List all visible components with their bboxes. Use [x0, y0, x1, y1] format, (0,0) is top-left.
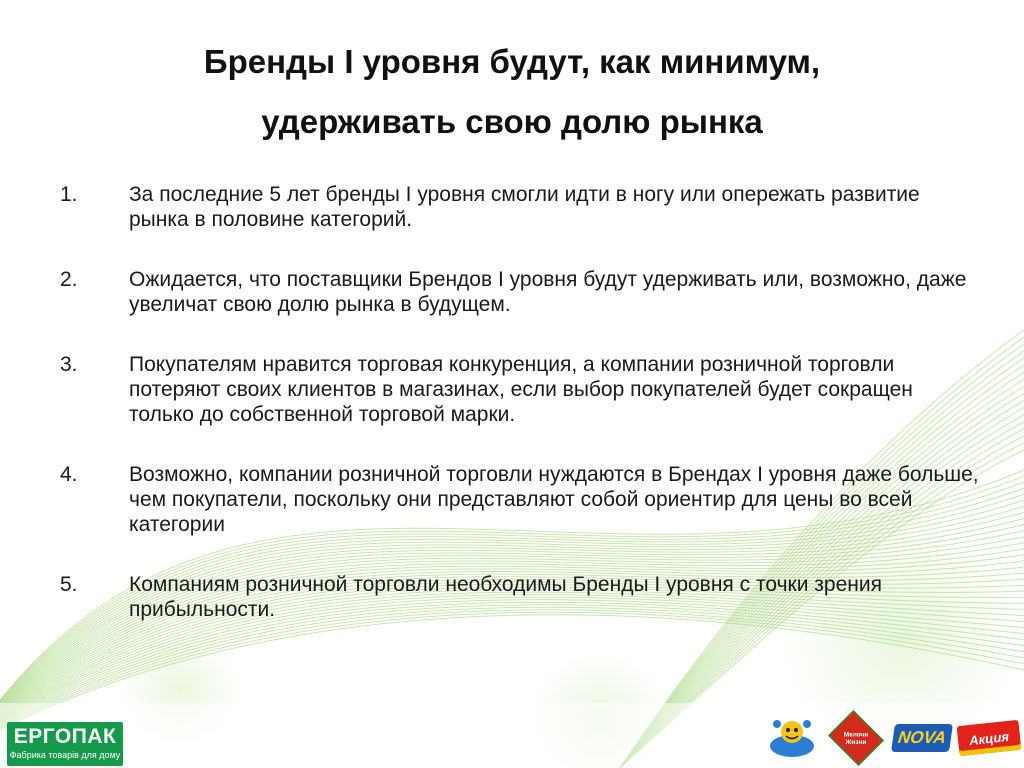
- nova-logo-icon: [891, 724, 953, 752]
- title-line-2: удерживать свою долю рынка: [261, 103, 763, 140]
- list-text: Ожидается, что поставщики Брендов I уровня будут удерживать или, возможно, даже увеличат свою долю рынка в будущем.: [129, 268, 967, 316]
- list-item: [60, 462, 980, 537]
- company-logo: [7, 722, 123, 766]
- brand-logos: [765, 712, 1020, 764]
- promo-logo-icon: [957, 720, 1022, 756]
- title-line-1: Бренды I уровня будут, как минимум,: [203, 43, 821, 80]
- list-text: Покупателям нравится торговая конкуренция, а компании розничной торговли потеряют своих клиентов в магазинах, если выбор покупателей будет сокращен только до собственной торговой марки.: [129, 353, 913, 426]
- list-number: 5.: [60, 573, 78, 596]
- cartoon-character-logo-icon: [765, 716, 819, 760]
- list-item: [60, 572, 980, 622]
- diamond-logo-icon: [828, 710, 884, 766]
- list-item: [60, 182, 980, 232]
- list-number: 3.: [60, 353, 78, 376]
- brand-label: NOVA: [896, 728, 948, 747]
- numbered-list: [60, 182, 980, 657]
- list-item: [60, 352, 980, 427]
- list-number: 4.: [60, 463, 78, 486]
- brand-label: Мелочи Жизни: [843, 730, 869, 746]
- company-tagline: Фабрика товарів для дому: [9, 750, 121, 760]
- list-text: За последние 5 лет бренды I уровня смогли идти в ногу или опережать развитие рынка в половине категорий.: [129, 183, 920, 231]
- list-text: Компаниям розничной торговли необходимы Бренды I уровня с точки зрения прибыльности.: [129, 573, 882, 621]
- list-item: [60, 267, 980, 317]
- slide-title: [60, 32, 964, 152]
- company-name: ЕРГОПАК: [13, 725, 117, 748]
- list-text: Возможно, компании розничной торговли нуждаются в Брендах I уровня даже больше, чем покупатели, поскольку они представляют собой ориентир для цены во всей категории: [129, 463, 979, 536]
- list-number: 2.: [60, 268, 78, 291]
- list-number: 1.: [60, 183, 78, 206]
- brand-label: Акция: [968, 728, 1010, 748]
